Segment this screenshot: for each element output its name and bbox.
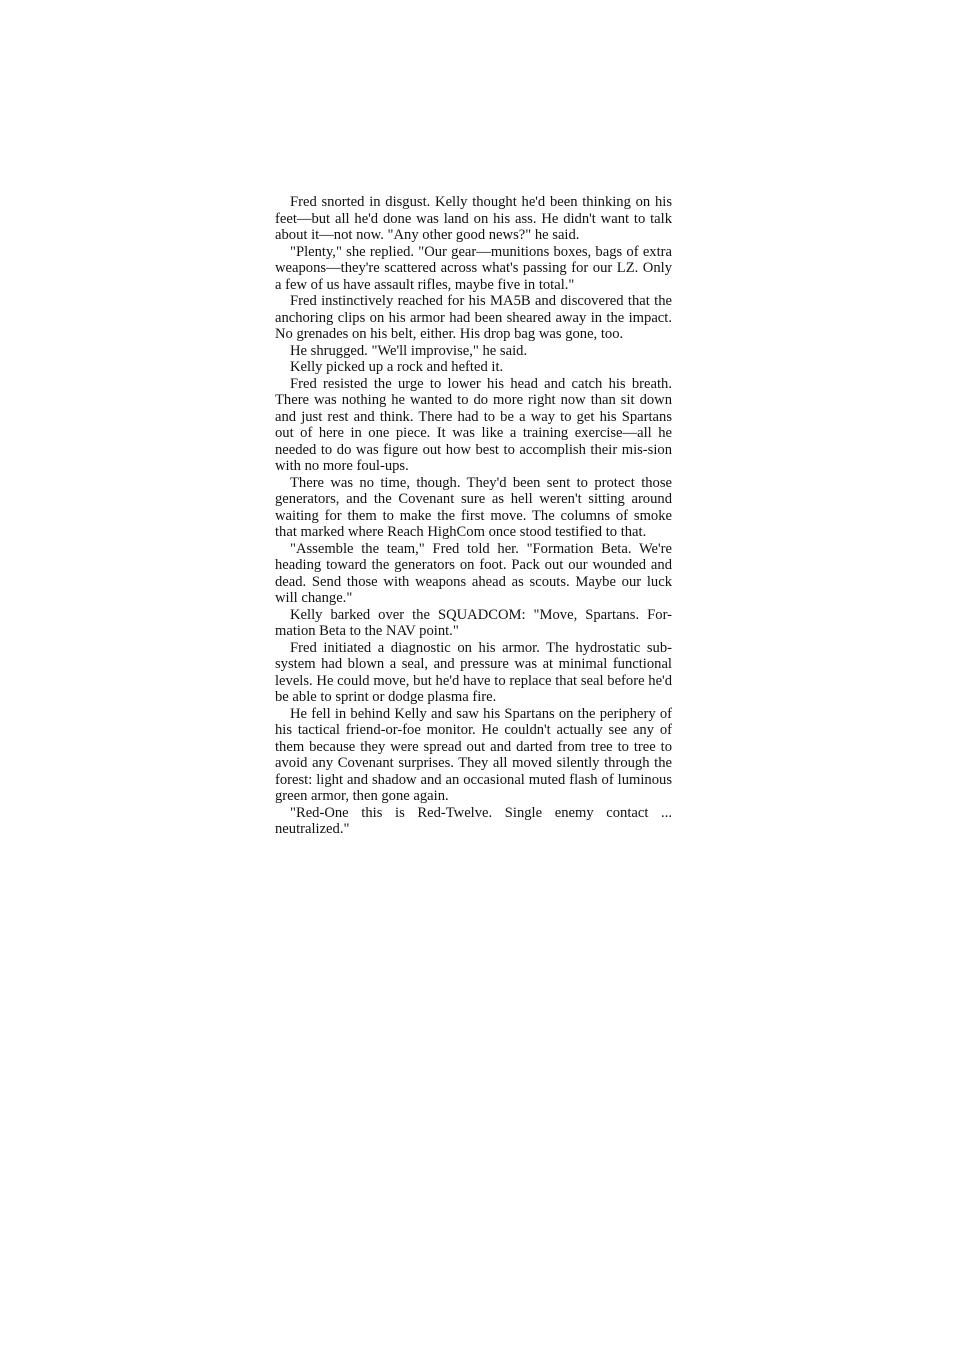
paragraph: Kelly barked over the SQUADCOM: "Move, Spartans. For-mation Beta to the NAV point." [275,606,672,639]
book-page-text [275,194,672,838]
paragraph: "Red-One this is Red-Twelve. Single enemy contact ... neutralized." [275,804,672,837]
paragraph: "Assemble the team," Fred told her. "Formation Beta. We're heading toward the generators on foot. Pack out our wounded and dead. Send those with weapons ahead as scouts. Maybe our luck will change." [275,540,672,606]
paragraph: "Plenty," she replied. "Our gear—munitions boxes, bags of extra weapons—they're scattered across what's passing for our LZ. Only a few of us have assault rifles, maybe five in total." [275,243,672,293]
paragraph: He fell in behind Kelly and saw his Spartans on the periphery of his tactical friend-or-foe monitor. He couldn't actually see any of them because they were spread out and darted from tree to tree to avoid any Covenant surprises. They all moved silently through the forest: light and shadow and an occasional muted flash of luminous green armor, then gone again. [275,705,672,804]
paragraph: Kelly picked up a rock and hefted it. [290,359,504,375]
paragraph: Fred resisted the urge to lower his head and catch his breath. There was nothing he wanted to do more right now than sit down and just rest and think. There had to be a way to get his Spartans out of here in one piece. It was like a training exercise—all he needed to do was figure out how best to accomplish their mis-sion with no more foul-ups. [275,375,672,474]
paragraph: Fred snorted in disgust. Kelly thought he'd been thinking on his feet—but all he'd done was land on his ass. He didn't want to talk about it—not now. "Any other good news?" he said. [275,194,672,243]
paragraph: Fred instinctively reached for his MA5B and discovered that the anchoring clips on his armor had been sheared away in the impact. No grenades on his belt, either. His drop bag was gone, too. [275,293,672,342]
paragraph: Fred initiated a diagnostic on his armor. The hydrostatic sub-system had blown a seal, and pressure was at minimal functional levels. He could move, but he'd have to replace that seal before he'd be able to sprint or dodge plasma fire. [275,639,672,705]
paragraph: He shrugged. "We'll improvise," he said. [290,342,528,359]
paragraph: There was no time, though. They'd been sent to protect those generators, and the Covenant sure as hell weren't sitting around waiting for them to make the first move. The columns of smoke that marked where Reach HighCom once stood testified to that. [275,474,672,540]
